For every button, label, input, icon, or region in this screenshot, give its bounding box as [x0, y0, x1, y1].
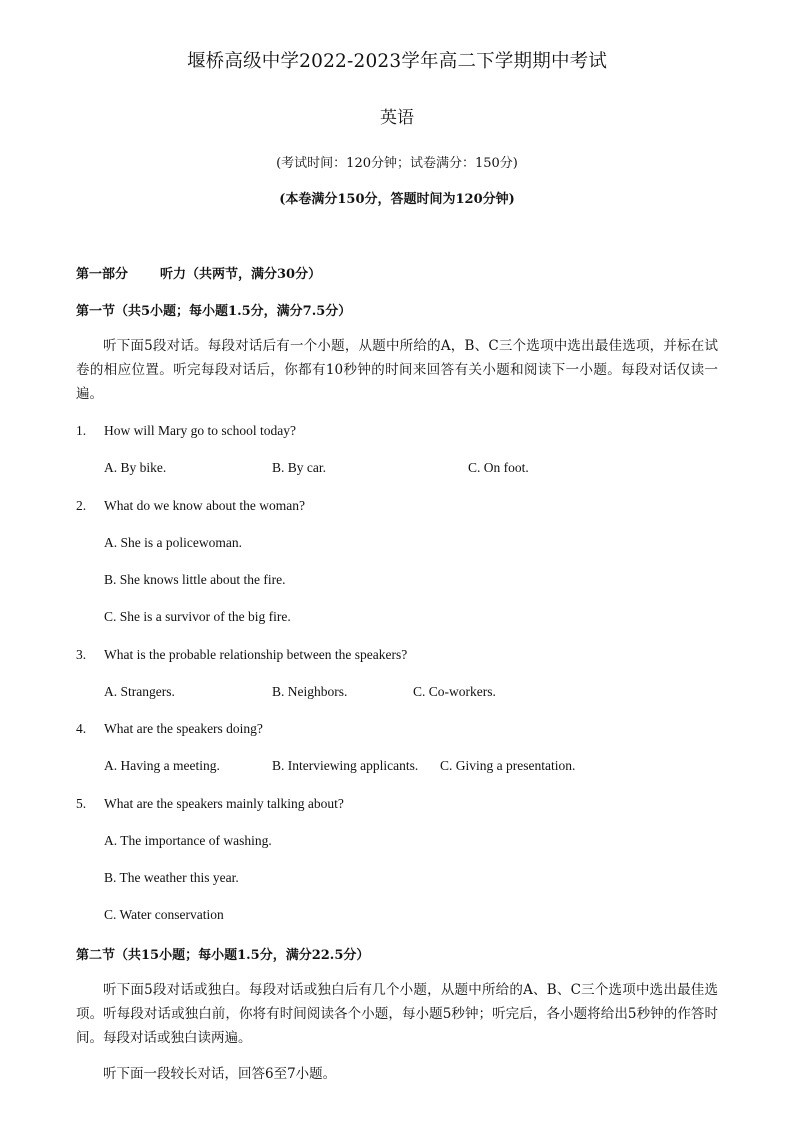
score-info: (本卷满分150分，答题时间为120分钟): [279, 192, 515, 207]
option-c: C. Giving a presentation.: [440, 758, 576, 773]
option-a: A. The importance of washing.: [104, 833, 272, 848]
question-text: What is the probable relationship between the speakers?: [104, 647, 408, 662]
exam-info: (考试时间：120分钟；试卷满分：150分): [276, 156, 518, 171]
subject-title: 英语: [380, 108, 414, 128]
question-number: 5.: [76, 796, 87, 811]
question-text: How will Mary go to school today?: [104, 423, 296, 438]
question-number: 1.: [76, 423, 87, 438]
section2-prompt: 听下面一段较长对话，回答6至7小题。: [103, 1066, 337, 1082]
option-b: B. The weather this year.: [104, 870, 239, 885]
option-c: C. Water conservation: [104, 907, 224, 922]
question-number: 3.: [76, 647, 87, 662]
question-text: What are the speakers doing?: [104, 721, 263, 736]
section1-instructions: 听下面5段对话。每段对话后有一个小题，从题中所给的A，B、C三个选项中选出最佳选项，并标在试卷的相应位置。听完每段对话后，你都有10秒钟的时间来回答有关小题和阅读下一小题。每段对话仅读一遍。: [76, 338, 718, 402]
option-a: A. By bike.: [104, 460, 167, 475]
option-b: B. Neighbors.: [272, 684, 348, 699]
section2-instructions: 听下面5段对话或独白。每段对话或独白后有几个小题，从题中所给的A、B、C三个选项中选出最佳选项。听每段对话或独白前，你将有时间阅读各个小题，每小题5秒钟；听完后，各小题将给出5秒钟的作答时间。每段对话或独白读两遍。: [76, 982, 718, 1046]
part1-title: 听力（共两节，满分30分）: [160, 267, 322, 282]
question-text: What are the speakers mainly talking about?: [104, 796, 344, 811]
question-text: What do we know about the woman?: [104, 498, 305, 513]
option-a: A. Strangers.: [104, 684, 175, 699]
part1-label: 第一部分: [76, 267, 129, 282]
option-c: C. She is a survivor of the big fire.: [104, 609, 291, 624]
option-b: B. Interviewing applicants.: [272, 758, 419, 773]
option-b: B. She knows little about the fire.: [104, 572, 286, 587]
option-c: C. On foot.: [468, 460, 529, 475]
option-c: C. Co-workers.: [413, 684, 496, 699]
question-number: 4.: [76, 721, 87, 736]
section2-heading: 第二节（共15小题；每小题1.5分，满分22.5分）: [76, 948, 370, 963]
section1-heading: 第一节（共5小题；每小题1.5分，满分7.5分）: [76, 304, 352, 319]
option-a: A. Having a meeting.: [104, 758, 220, 773]
option-a: A. She is a policewoman.: [104, 535, 242, 550]
question-number: 2.: [76, 498, 87, 513]
option-b: B. By car.: [272, 460, 326, 475]
exam-title: 堰桥高级中学2022-2023学年高二下学期期中考试: [186, 51, 608, 72]
